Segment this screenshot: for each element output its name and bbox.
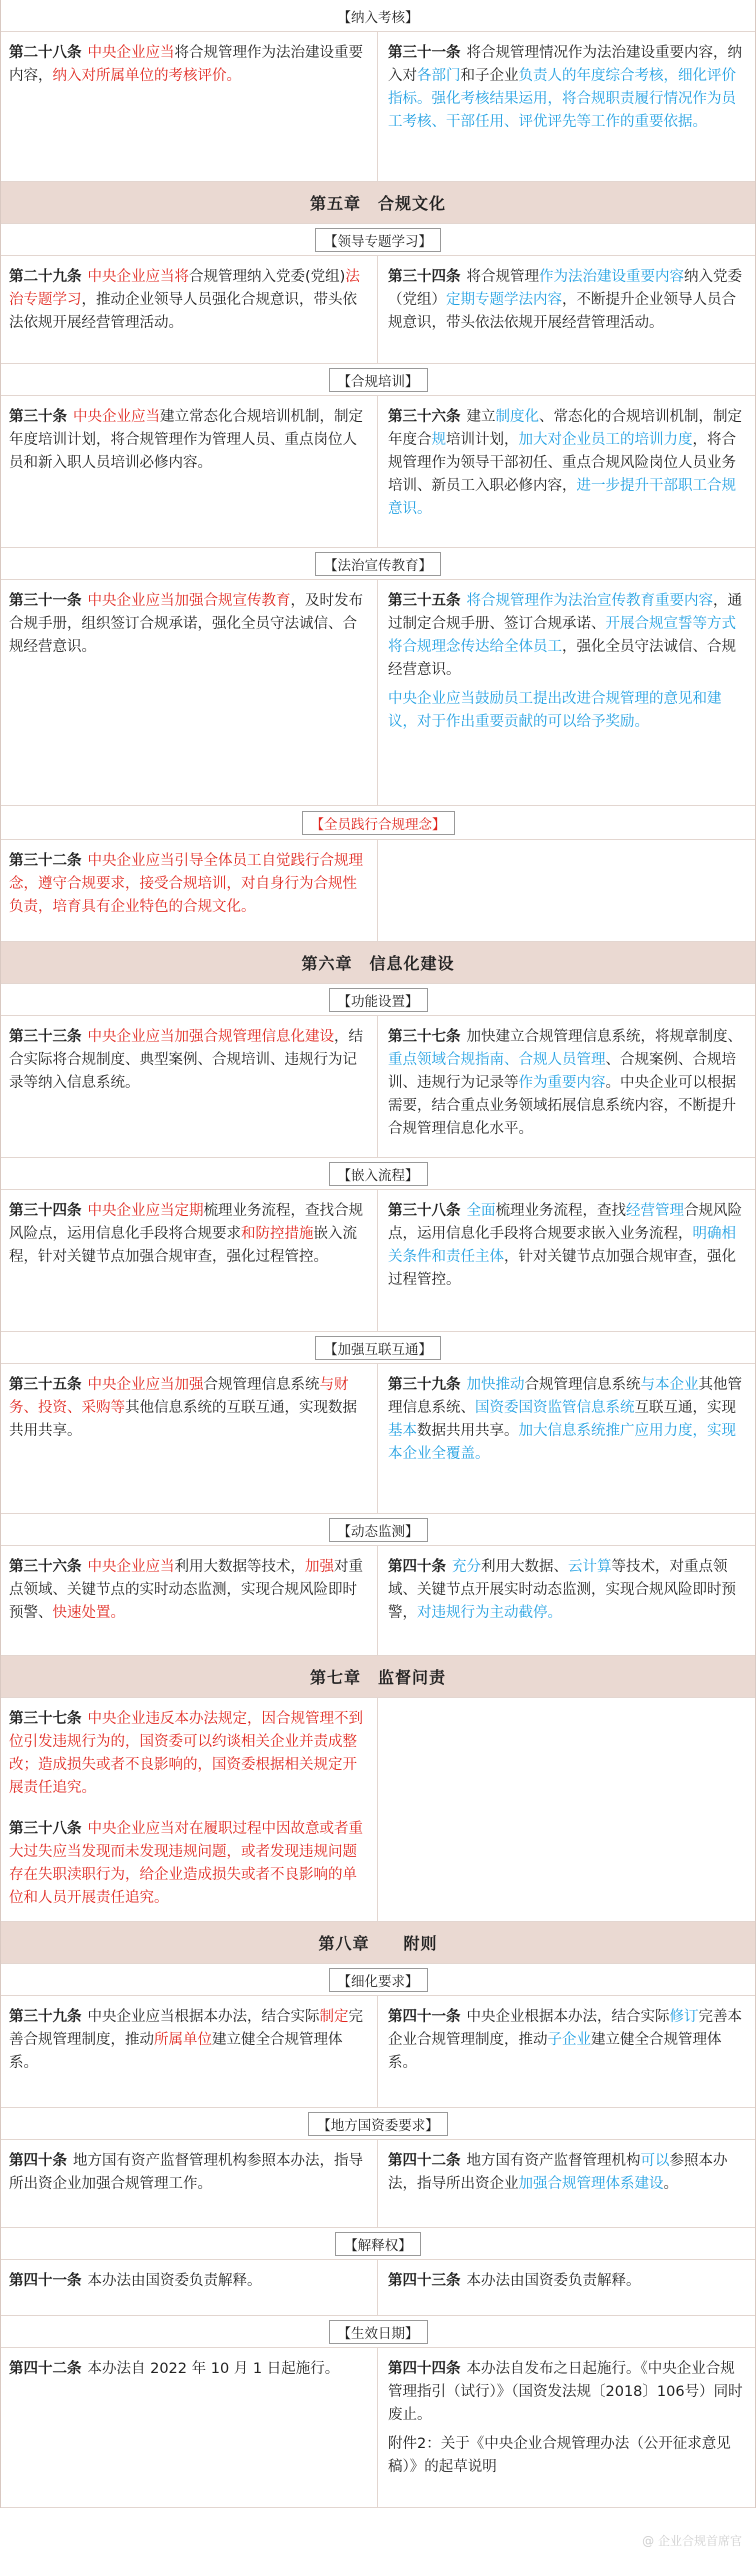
article-number: 第三十九条 (388, 1377, 461, 1393)
section-header (1, 224, 755, 256)
text-segment: 负责人的年度综合考核，细化评价指标。强化考核结果运用，将合规职责履行情况作为员工考核、干部任用、评优评先等工作的重要依据。 (388, 68, 736, 130)
article-text (9, 1708, 369, 1800)
text-segment: 制定 (319, 2009, 349, 2025)
article-text (388, 266, 747, 335)
text-segment: 第三十八条 (9, 1821, 82, 1837)
chapter-header (1, 942, 755, 984)
section-header (1, 2108, 755, 2140)
article-extra-paragraph (388, 688, 747, 734)
article-extra-paragraph (9, 1818, 369, 1910)
article-text (9, 2270, 369, 2293)
text-segment: 对违规行为主动截停。 (417, 1605, 562, 1621)
old-version-cell (378, 1996, 755, 2107)
old-version-cell (378, 840, 755, 941)
article-text (9, 1026, 369, 1095)
section-tag: 【领导专题学习】 (315, 228, 441, 252)
text-segment: 法治专题学习 (9, 269, 360, 308)
text-segment: 加大信息系统推广应用力度，实现本企业全覆盖。 (388, 1423, 736, 1462)
new-version-cell (1, 2348, 378, 2507)
new-version-cell (1, 256, 378, 363)
article-text (388, 2150, 747, 2196)
text-segment: 和防控措施 (241, 1226, 314, 1242)
text-segment: ，针对关键节点加强合规审查，强化过程管控。 (388, 1249, 736, 1288)
section-tag: 【加强互联互通】 (315, 1336, 441, 1360)
text-segment: ，结合实际将合规制度、典型案例、合规培训、违规行为记录等纳入信息系统。 (9, 1029, 363, 1091)
text-segment: 云计算 (568, 1559, 612, 1575)
article-text (9, 850, 369, 919)
text-segment: 与本企业 (640, 1377, 699, 1393)
text-segment: 参照本办法，指导所出资企业 (388, 2153, 728, 2192)
text-segment: 中央企业应当 (87, 45, 175, 61)
text-segment: ，及时发布合规手册，组织签订合规承诺，强化全员守法诚信、合规经营意识。 (9, 593, 363, 655)
text-segment: ，强化全员守法诚信、合规经营意识。 (388, 639, 736, 678)
section-header (1, 548, 755, 580)
section-tag: 【合规培训】 (329, 368, 428, 392)
article-number: 第三十四条 (9, 1203, 82, 1219)
comparison-row (1, 1016, 755, 1158)
text-segment: 所属单位 (154, 2032, 212, 2048)
article-text (388, 42, 747, 134)
text-segment: 中央企业应当对在履职过程中因故意或者重大过失应当发现而未发现违规问题，或者发现违规问题存在失职渎职行为，给企业造成损失或者不良影响的单位和人员开展责任追究。 (9, 1821, 363, 1906)
text-segment: 充分 (452, 1559, 481, 1575)
article-text (388, 1026, 747, 1141)
text-segment: 中央企业应当引导全体员工自觉践行合规理念，遵守合规要求，接受合规培训，对自身行为合规性负责，培育具有企业特色的合规文化。 (9, 853, 363, 915)
text-segment: 全面 (466, 1203, 496, 1219)
section-tag: 【解释权】 (335, 2232, 421, 2256)
text-segment: 将合规管理情况作为法治建设重要内容，纳入对 (388, 45, 742, 84)
comparison-row (1, 2140, 755, 2228)
text-segment: 中央企业应当 (73, 409, 160, 425)
text-segment: 等技术，对重点领域、关键节点开展实时动态监测，实现合规风险即时预警， (388, 1559, 736, 1621)
section-tag: 【法治宣传教育】 (315, 552, 441, 576)
text-segment: 完善合规管理制度，推动 (9, 2009, 363, 2048)
text-segment: 地方国有资产监督管理机构参照本办法，指导所出资企业加强合规管理工作。 (9, 2153, 363, 2192)
text-segment: 作为重要内容 (518, 1075, 606, 1091)
text-segment: 对重点领域、关键节点的实时动态监测，实现合规风险即时预警、 (9, 1559, 363, 1621)
old-version-cell (378, 580, 755, 805)
section-header (1, 1964, 755, 1996)
article-number: 第三十四条 (388, 269, 461, 285)
article-text (9, 2358, 369, 2381)
section-tag: 【嵌入流程】 (329, 1162, 428, 1186)
section-header (1, 2316, 755, 2348)
article-number: 第三十五条 (9, 1377, 82, 1393)
section-tag: 【动态监测】 (329, 1518, 428, 1542)
article-text (388, 1200, 747, 1292)
text-segment: 修订 (669, 2009, 699, 2025)
chapter-title: 第八章 附则 (318, 1934, 438, 1953)
article-number: 第四十一条 (388, 2009, 461, 2025)
text-segment: 中央企业应当鼓励员工提出改进合规管理的意见和建议，对于作出重要贡献的可以给予奖励。 (388, 691, 722, 730)
section-header (1, 1514, 755, 1546)
text-segment: 中央企业根据本办法，结合实际 (466, 2009, 670, 2025)
article-number: 第三十六条 (388, 409, 461, 425)
text-segment: 附件2：关于《中央企业合规管理办法（公开征求意见稿）》的起草说明 (388, 2436, 731, 2475)
text-segment: 重点领域合规指南、合规人员管理 (388, 1052, 606, 1068)
chapter-header (1, 1656, 755, 1698)
text-segment: 加大对企业员工的培训力度 (518, 432, 693, 448)
new-version-cell (1, 2140, 378, 2227)
article-text (9, 1200, 369, 1269)
comparison-row (1, 2260, 755, 2316)
text-segment: 中央企业应当定期 (87, 1203, 204, 1219)
article-number: 第四十一条 (9, 2273, 82, 2289)
text-segment: ，推动企业领导人员强化合规意识，带头依法依规开展经营管理活动。 (9, 292, 357, 331)
article-number: 第三十二条 (9, 853, 82, 869)
text-segment: 规 (431, 432, 446, 448)
article-text (9, 1556, 369, 1625)
text-segment: 合规管理信息系统 (524, 1377, 641, 1393)
article-number: 第三十七条 (388, 1029, 461, 1045)
article-number: 第三十七条 (9, 1711, 82, 1727)
old-version-cell (378, 1546, 755, 1655)
text-segment: 梳理业务流程，查找 (495, 1203, 626, 1219)
text-segment: 制度化 (495, 409, 539, 425)
article-number: 第二十八条 (9, 45, 82, 61)
text-segment: 梳理业务流程，查找合规风险点，运用信息化手段将合规要求 (9, 1203, 363, 1242)
section-tag: 【生效日期】 (329, 2320, 428, 2344)
article-number: 第三十一条 (9, 593, 82, 609)
text-segment: 。 (663, 2176, 678, 2192)
chapter-title: 第五章 合规文化 (309, 194, 446, 213)
text-segment: 本办法由国资委负责解释。 (87, 2273, 262, 2289)
text-segment: 将合规管理作为法治宣传教育重要内容 (466, 593, 713, 609)
text-segment: 本办法自发布之日起施行。《中央企业合规管理指引（试行）》（国资发法规〔2018〕106号）同时废止。 (388, 2361, 743, 2423)
text-segment: 培训计划， (446, 432, 519, 448)
old-version-cell (378, 2260, 755, 2315)
comparison-row (1, 1546, 755, 1656)
article-number: 第四十二条 (388, 2153, 461, 2169)
old-version-cell (378, 1698, 755, 1921)
text-segment: 利用大数据等技术， (174, 1559, 305, 1575)
text-segment: ，不断提升企业领导人员合规意识，带头依法依规开展经营管理活动。 (388, 292, 736, 331)
text-segment: 经营管理 (626, 1203, 684, 1219)
article-text (9, 42, 369, 88)
article-number: 第四十二条 (9, 2361, 82, 2377)
old-version-cell (378, 1190, 755, 1331)
section-tag: 【全员践行合规理念】 (302, 811, 455, 835)
article-text (388, 2006, 747, 2075)
article-number: 第三十条 (9, 409, 67, 425)
comparison-row (1, 1364, 755, 1514)
old-version-cell (378, 2140, 755, 2227)
article-number: 第二十九条 (9, 269, 82, 285)
text-segment: 完善本企业合规管理制度，推动 (388, 2009, 742, 2048)
article-number: 第三十八条 (388, 1203, 461, 1219)
section-tag: 【地方国资委要求】 (308, 2112, 448, 2136)
article-number: 第三十九条 (9, 2009, 82, 2025)
text-segment: 纳入对所属单位的考核评价。 (52, 68, 241, 84)
text-segment: 将合规管理作为法治建设重要内容， (9, 45, 363, 84)
old-version-cell (378, 2348, 755, 2507)
text-segment: 定期专题学法内容 (446, 292, 562, 308)
new-version-cell (1, 1698, 378, 1921)
text-segment: 合规管理纳入党委(党组) (189, 269, 346, 285)
text-segment: 嵌入流程，针对关键节点加强合规审查，强化过程管控。 (9, 1226, 357, 1265)
text-segment: ，将合规管理作为领导干部初任、重点合规风险岗位人员业务培训、新员工入职必修内容， (388, 432, 736, 494)
text-segment: 加快推动 (466, 1377, 525, 1393)
old-version-cell (378, 1016, 755, 1157)
chapter-header (1, 182, 755, 224)
text-segment: 地方国有资产监督管理机构 (466, 2153, 641, 2169)
text-segment: 中央企业应当 (87, 1559, 175, 1575)
section-header (1, 806, 755, 840)
text-segment: 纳入党委（党组） (388, 269, 742, 308)
text-segment: 明确相关条件和责任主体 (388, 1226, 736, 1265)
article-text (388, 1374, 747, 1466)
new-version-cell (1, 1996, 378, 2107)
text-segment: 中央企业违反本办法规定，因合规管理不到位引发违规行为的，国资委可以约谈相关企业并责成整改；造成损失或者不良影响的，国资委根据相关规定开展责任追究。 (9, 1711, 363, 1796)
text-segment: 加强合规管理体系建设 (518, 2176, 664, 2192)
text-segment: 其他信息系统的互联互通，实现数据共用共享。 (9, 1400, 357, 1439)
text-segment: 本办法由国资委负责解释。 (466, 2273, 641, 2289)
article-text (388, 2358, 747, 2427)
article-text (9, 2150, 369, 2196)
new-version-cell (1, 32, 378, 181)
text-segment: 合规风险点，运用信息化手段将合规要求嵌入业务流程， (388, 1203, 742, 1242)
old-version-cell (378, 396, 755, 547)
text-segment: 数据共用共享。 (417, 1423, 519, 1439)
comparison-row (1, 256, 755, 364)
article-text (9, 1374, 369, 1443)
comparison-row (1, 1698, 755, 1922)
watermark: @ 企业合规首席官 (642, 2534, 742, 2548)
text-segment: 和子企业 (460, 68, 519, 84)
article-number: 第三十三条 (9, 1029, 82, 1045)
article-extra-paragraph (388, 2433, 747, 2479)
text-segment: 各部门 (417, 68, 461, 84)
text-segment: 。中央企业可以根据需要，结合重点业务领域拓展信息系统内容，不断提升合规管理信息化水平。 (388, 1075, 736, 1137)
section-tag: 【功能设置】 (329, 988, 428, 1012)
text-segment: 利用大数据、 (481, 1559, 568, 1575)
chapter-title: 第六章 信息化建设 (301, 954, 455, 973)
text-segment: 建立健全合规管理体系。 (388, 2032, 722, 2071)
article-number: 第四十三条 (388, 2273, 461, 2289)
section-header (1, 1158, 755, 1190)
text-segment: 作为法治建设重要内容 (539, 269, 684, 285)
text-segment: 建立 (466, 409, 496, 425)
comparison-row (1, 1996, 755, 2108)
text-segment: 互联互通，实现 (634, 1400, 736, 1416)
new-version-cell (1, 396, 378, 547)
chapter-header (1, 1922, 755, 1964)
text-segment: 将合规管理 (466, 269, 539, 285)
new-version-cell (1, 580, 378, 805)
section-header (1, 0, 755, 32)
text-segment: 建立常态化合规培训机制，制定年度培训计划，将合规管理作为管理人员、重点岗位人员和新入职人员培训必修内容。 (9, 409, 363, 471)
section-header (1, 364, 755, 396)
text-segment: 、常态化的合规培训机制，制定年度合 (388, 409, 742, 448)
section-tag: 【纳入考核】 (330, 5, 427, 27)
article-number: 第三十一条 (388, 45, 461, 61)
text-segment: 子企业 (547, 2032, 591, 2048)
old-version-cell (378, 256, 755, 363)
comparison-row (1, 396, 755, 548)
text-segment: 中央企业应当根据本办法，结合实际 (87, 2009, 320, 2025)
text-segment: 建立健全合规管理体系。 (9, 2032, 343, 2071)
text-segment: 本办法自 2022 年 10 月 1 日起施行。 (87, 2361, 340, 2377)
comparison-row (1, 1190, 755, 1332)
article-number: 第三十五条 (388, 593, 461, 609)
text-segment: 可以 (640, 2153, 670, 2169)
text-segment: 开展合规宣誓等方式将合规理念传达给全体员工 (388, 616, 736, 655)
old-version-cell (378, 32, 755, 181)
section-header (1, 2228, 755, 2260)
new-version-cell (1, 1190, 378, 1331)
comparison-row (1, 580, 755, 806)
new-version-cell (1, 2260, 378, 2315)
article-text (9, 266, 369, 335)
article-number: 第三十六条 (9, 1559, 82, 1575)
text-segment: 快速处置。 (52, 1605, 125, 1621)
comparison-row (1, 2348, 755, 2508)
section-header (1, 984, 755, 1016)
text-segment: 基本 (388, 1423, 417, 1439)
article-number: 第四十条 (9, 2153, 67, 2169)
article-text (388, 1556, 747, 1625)
article-text (388, 2270, 747, 2293)
text-segment: 合规管理信息系统 (203, 1377, 320, 1393)
article-text (9, 406, 369, 475)
text-segment: 中央企业应当加强 (87, 1377, 204, 1393)
article-text (388, 590, 747, 682)
article-text (388, 406, 747, 521)
chapter-title: 第七章 监督问责 (309, 1668, 446, 1687)
text-segment: ，通过制定合规手册、签订合规承诺、 (388, 593, 742, 632)
text-segment: 加快建立合规管理信息系统，将规章制度、 (466, 1029, 742, 1045)
article-text (9, 590, 369, 659)
article-number: 第四十条 (388, 1559, 446, 1575)
text-segment: 、合规案例、合规培训、违规行为记录等 (388, 1052, 736, 1091)
article-number: 第四十四条 (388, 2361, 461, 2377)
comparison-row (1, 32, 755, 182)
text-segment: 中央企业应当加强合规管理信息化建设 (87, 1029, 334, 1045)
old-version-cell (378, 1364, 755, 1513)
section-tag: 【细化要求】 (329, 1968, 428, 1992)
text-segment: 与财务、投资、采购等 (9, 1377, 349, 1416)
new-version-cell (1, 1546, 378, 1655)
text-segment: 中央企业应当加强合规宣传教育 (87, 593, 291, 609)
text-segment: 其他管理信息系统、 (388, 1377, 742, 1416)
text-segment: 国资委国资监管信息系统 (475, 1400, 635, 1416)
article-text (9, 2006, 369, 2075)
section-header (1, 1332, 755, 1364)
text-segment: 加强 (305, 1559, 334, 1575)
text-segment: 进一步提升干部职工合规意识。 (388, 478, 736, 517)
new-version-cell (1, 840, 378, 941)
text-segment: 中央企业应当将 (87, 269, 189, 285)
new-version-cell (1, 1364, 378, 1513)
comparison-row (1, 840, 755, 942)
new-version-cell (1, 1016, 378, 1157)
